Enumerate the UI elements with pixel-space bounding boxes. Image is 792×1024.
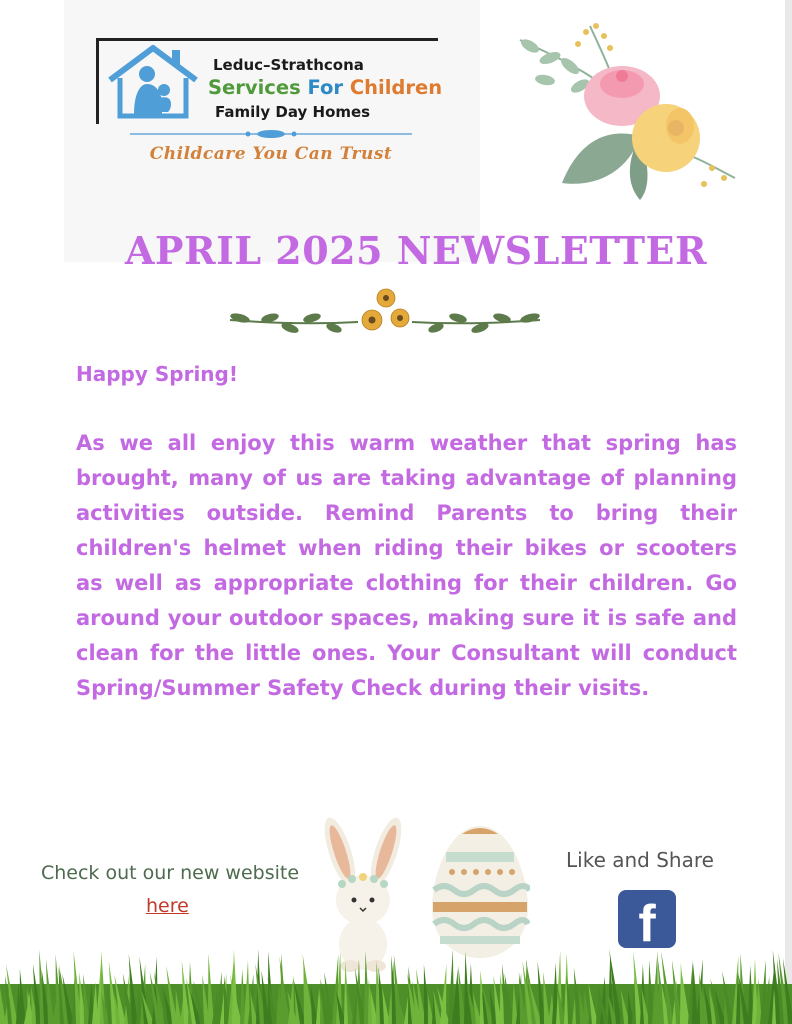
website-prompt: Check out our new website: [40, 862, 300, 884]
like-and-share-text: Like and Share: [566, 848, 714, 872]
greeting: Happy Spring!: [76, 362, 238, 386]
logo-word-services: Services: [208, 76, 301, 99]
logo-org-name: Leduc–Strathcona: [213, 56, 364, 74]
facebook-glyph: f: [638, 895, 656, 953]
facebook-icon[interactable]: [618, 890, 676, 953]
grass-border: [0, 944, 792, 1024]
logo-family-day-homes: Family Day Homes: [215, 103, 371, 121]
spring-flowers-decoration: [500, 18, 740, 203]
newsletter-title: APRIL 2025 NEWSLETTER: [124, 228, 708, 273]
logo-word-for: For: [307, 76, 344, 99]
easter-egg-illustration: [430, 824, 530, 960]
logo-ornament-rule: [130, 126, 412, 142]
logo-services-for-children: [208, 76, 442, 99]
page-edge: [785, 0, 792, 1024]
logo-tagline: Childcare You Can Trust: [149, 144, 393, 164]
website-link[interactable]: here: [146, 895, 189, 917]
floral-divider-icon: [222, 284, 548, 346]
logo-word-children: Children: [349, 76, 443, 99]
newsletter-body: As we all enjoy this warm weather that spring has brought, many of us are taking advantage of planning activities outside. Remind Parents to bring their children's helmet when riding their bikes or scooters as well as appropriate clothing for their children. Go around your outdoor spaces, making sure it is safe and clean for the little ones. Your Consultant will conduct Spring/Summer Safety Check during their visits.: [76, 431, 737, 700]
house-parent-child-logo-icon: [104, 44, 202, 120]
